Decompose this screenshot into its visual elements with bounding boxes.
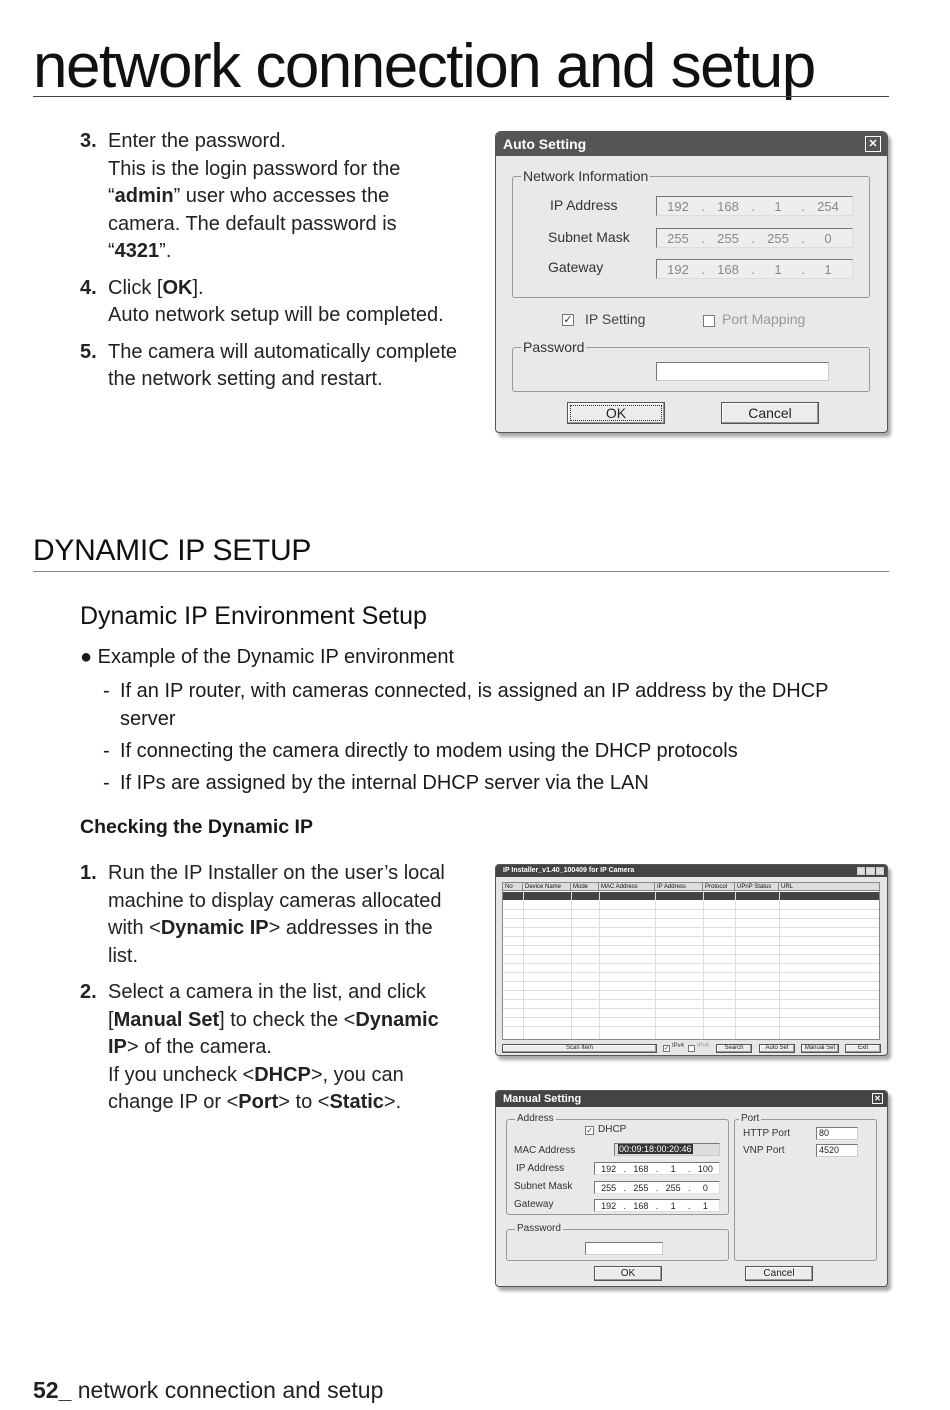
- maximize-icon[interactable]: [866, 867, 874, 875]
- steps-top: [80, 128, 480, 403]
- ip-setting-checkbox[interactable]: ✓: [563, 314, 573, 326]
- step-item: [80, 128, 480, 266]
- step-line: [108, 1007, 480, 1035]
- footer-text: network connection and setup: [71, 1377, 384, 1403]
- step-text: Run the IP Installer on the user’s local: [108, 862, 445, 884]
- grid-line: [503, 990, 879, 991]
- close-icon[interactable]: [876, 867, 884, 875]
- close-icon[interactable]: ✕: [865, 136, 881, 152]
- password-label: Password: [517, 1223, 561, 1234]
- step-text: [: [108, 1008, 114, 1031]
- column-header[interactable]: Device Name: [523, 883, 571, 891]
- step-line: [108, 156, 480, 184]
- camera-list[interactable]: [502, 882, 880, 1040]
- ip-octet: 192: [667, 198, 689, 214]
- ip-address-field[interactable]: 192 . 168 . 1 . 254: [656, 196, 853, 216]
- emphasis-text: Dynamic IP: [160, 917, 269, 939]
- page-footer: [33, 1377, 383, 1404]
- step-item: [80, 979, 480, 1117]
- bullet-item: [80, 646, 454, 669]
- step-item: [80, 860, 480, 970]
- steps-bottom: [80, 860, 480, 1126]
- cancel-button[interactable]: Cancel: [721, 402, 819, 424]
- ip-address-label: IP Address: [516, 1163, 565, 1174]
- ip-address-label: IP Address: [550, 197, 618, 213]
- step-text: Enter the password.: [108, 130, 286, 152]
- emphasis-text: Manual Set: [113, 1008, 220, 1031]
- step-text: ”.: [159, 240, 172, 262]
- ip-octet: 1: [774, 198, 782, 214]
- step-text: >, you can: [310, 1063, 404, 1086]
- step-text: camera. The default password is: [108, 212, 397, 235]
- step-text: Auto network setup will be completed.: [108, 304, 444, 326]
- port-mapping-checkbox[interactable]: [703, 315, 715, 327]
- network-information-label: Network Information: [523, 168, 649, 184]
- emphasis-text: 4321: [114, 240, 160, 262]
- manual-set-button[interactable]: Manual Set: [801, 1044, 839, 1053]
- subnet-octet: 0: [824, 230, 832, 246]
- checking-heading: Checking the Dynamic IP: [80, 816, 313, 838]
- dash-item: - If connecting the camera directly to modem using the DHCP protocols: [103, 737, 738, 765]
- step-text: > of the camera.: [126, 1036, 272, 1058]
- manual-setting-title: Manual Setting: [496, 1091, 887, 1107]
- ip-octet: 254: [817, 198, 839, 214]
- auto-set-button[interactable]: Auto Set: [759, 1044, 795, 1053]
- step-number: 2.: [80, 981, 97, 1003]
- dash-text: If connecting the camera directly to modem using the DHCP protocols: [120, 740, 738, 762]
- ip-octet: 168: [717, 198, 739, 214]
- step-text: “: [108, 185, 115, 207]
- auto-setting-dialog: [495, 131, 888, 433]
- dash-text: If an IP router, with cameras connected, is assigned an IP address by the DHCP: [120, 680, 829, 702]
- dhcp-checkbox[interactable]: ✓: [586, 1126, 593, 1135]
- dash-text-cont: server: [120, 708, 176, 730]
- step-line: [108, 339, 480, 367]
- grid-col: [703, 891, 704, 1039]
- step-text: > to <: [278, 1091, 330, 1113]
- step-text: Click [: [108, 276, 163, 299]
- address-group: [506, 1113, 729, 1215]
- step-number: 5.: [80, 340, 97, 363]
- ip-installer-window: [495, 864, 888, 1056]
- gateway-field[interactable]: 192 . 168 . 1 . 1: [594, 1199, 720, 1212]
- dash-item: - If an IP router, with cameras connected, is assigned an IP address by the DHCP server: [103, 677, 829, 733]
- ip-address-field[interactable]: 192 . 168 . 1 . 100: [594, 1162, 720, 1175]
- network-information-group: [512, 168, 870, 298]
- sub-heading: Dynamic IP Environment Setup: [80, 602, 427, 630]
- step-line: [108, 979, 480, 1007]
- subnet-mask-field[interactable]: 255 . 255 . 255 . 0: [594, 1181, 720, 1194]
- step-line: [108, 943, 480, 971]
- grid-line: [503, 999, 879, 1000]
- ip-octet: 1: [670, 1163, 676, 1174]
- step-text: ] to check the <: [219, 1008, 356, 1031]
- subnet-octet: 255: [665, 1182, 681, 1193]
- subnet-mask-field[interactable]: 255 . 255 . 255 . 0: [656, 228, 853, 248]
- step-text: ” user who accesses the: [173, 185, 390, 207]
- ipv6-checkbox[interactable]: [688, 1045, 695, 1052]
- step-text: “: [108, 240, 115, 262]
- manual-setting-dialog: [495, 1090, 888, 1287]
- ipv4-label: IPv4: [672, 1043, 685, 1049]
- dash-item: - If IPs are assigned by the internal DHCP server via the LAN: [103, 769, 649, 797]
- step-line: [108, 302, 480, 330]
- ip-octet: 192: [601, 1163, 617, 1174]
- mac-address-value: 00:09:18:00:20:46: [619, 1144, 692, 1154]
- close-icon[interactable]: ✕: [872, 1093, 883, 1104]
- password-label: Password: [523, 339, 585, 355]
- exit-button[interactable]: Exit: [845, 1044, 881, 1053]
- emphasis-text: Port: [238, 1091, 279, 1113]
- step-text: If you uncheck <: [108, 1063, 255, 1086]
- column-header[interactable]: IP Address: [655, 883, 703, 891]
- grid-line: [503, 1017, 879, 1018]
- subnet-mask-label: Subnet Mask: [514, 1181, 573, 1192]
- gateway-octet: 168: [717, 261, 739, 277]
- address-label: Address: [517, 1113, 554, 1124]
- grid-line: [503, 927, 879, 928]
- auto-setting-title: Auto Setting: [496, 132, 887, 156]
- step-number: 1.: [80, 862, 97, 884]
- dash-text: If IPs are assigned by the internal DHCP server via the LAN: [120, 772, 649, 794]
- column-header[interactable]: URL: [781, 884, 794, 890]
- emphasis-text: OK: [162, 276, 193, 299]
- password-group: [506, 1223, 729, 1261]
- http-port-label: HTTP Port: [743, 1128, 791, 1139]
- ip-octet: 168: [633, 1163, 649, 1174]
- grid-line: [503, 1008, 879, 1009]
- column-header[interactable]: No: [503, 883, 523, 891]
- grid-line: [503, 945, 879, 946]
- step-text: with <: [108, 917, 161, 939]
- ok-button[interactable]: OK: [567, 402, 665, 424]
- password-input[interactable]: [656, 362, 829, 381]
- step-line: [108, 1034, 480, 1062]
- step-text: > addresses in the: [268, 917, 433, 939]
- cancel-button[interactable]: Cancel: [745, 1266, 813, 1281]
- column-header[interactable]: MAC Address: [599, 883, 655, 891]
- password-group: [512, 339, 870, 392]
- gateway-octet: 1: [824, 261, 832, 277]
- selected-row[interactable]: [503, 892, 879, 900]
- grid-line: [503, 954, 879, 955]
- column-header[interactable]: UPnP Status: [735, 883, 779, 891]
- step-line: [108, 238, 480, 266]
- gateway-octet: 1: [774, 261, 782, 277]
- page-number: 52_: [33, 1377, 72, 1403]
- gateway-octet: 168: [633, 1200, 649, 1211]
- bullet-text: Example of the Dynamic IP environment: [97, 646, 455, 668]
- minimize-icon[interactable]: [857, 867, 865, 875]
- emphasis-text: Dynamic: [355, 1008, 439, 1031]
- port-label: Port: [741, 1113, 760, 1124]
- step-text: This is the login password for the: [108, 157, 401, 180]
- step-line: [108, 183, 480, 211]
- subnet-octet: 255: [717, 230, 739, 246]
- grid-line: [503, 1026, 879, 1027]
- port-mapping-label: Port Mapping: [722, 311, 806, 327]
- grid-line: [503, 936, 879, 937]
- ipv6-label: IPv6: [697, 1043, 710, 1049]
- password-input[interactable]: [585, 1242, 663, 1255]
- emphasis-text: IP: [108, 1036, 127, 1058]
- title-divider: [33, 96, 889, 97]
- search-button[interactable]: Search: [716, 1044, 752, 1053]
- dhcp-label: DHCP: [598, 1124, 627, 1135]
- step-line: [108, 1062, 480, 1090]
- grid-col: [655, 891, 656, 1039]
- bullet-icon: ●: [80, 646, 98, 668]
- gateway-label: Gateway: [548, 259, 604, 275]
- vnp-port-input[interactable]: 4520: [816, 1144, 858, 1157]
- step-text: list.: [108, 944, 138, 967]
- step-line: [108, 915, 480, 943]
- step-text: change IP or <: [108, 1091, 239, 1113]
- subnet-octet: 255: [667, 230, 689, 246]
- column-header[interactable]: Protocol: [703, 883, 735, 891]
- ip-setting-label: IP Setting: [585, 311, 646, 327]
- step-line: [108, 366, 480, 394]
- section-heading: DYNAMIC IP SETUP: [33, 534, 312, 567]
- subnet-mask-label: Subnet Mask: [548, 229, 630, 245]
- step-line: [108, 888, 480, 916]
- grid-line: [503, 972, 879, 973]
- step-text: the network setting and restart.: [108, 368, 383, 390]
- gateway-octet: 192: [601, 1200, 617, 1211]
- grid-col: [735, 891, 736, 1039]
- subnet-octet: 255: [601, 1182, 617, 1193]
- grid-line: [503, 918, 879, 919]
- grid-col: [599, 891, 600, 1039]
- grid-line: [503, 909, 879, 910]
- ip-octet: 100: [697, 1163, 713, 1174]
- step-line: [108, 1089, 480, 1117]
- step-line: [108, 211, 480, 239]
- step-text: Select a camera in the list, and click: [108, 981, 426, 1003]
- ok-button[interactable]: OK: [594, 1266, 662, 1281]
- grid-line: [503, 963, 879, 964]
- grid-col: [779, 891, 780, 1039]
- step-line: [108, 860, 480, 888]
- http-port-input[interactable]: 80: [816, 1127, 858, 1140]
- ipv4-checkbox[interactable]: ✓: [664, 1046, 670, 1052]
- grid-col: [523, 891, 524, 1039]
- step-text: >.: [383, 1091, 402, 1113]
- subnet-octet: 255: [633, 1182, 649, 1193]
- emphasis-text: admin: [114, 185, 174, 207]
- vnp-port-label: VNP Port: [743, 1145, 785, 1156]
- step-line: [108, 275, 480, 303]
- step-line: [108, 128, 480, 156]
- port-group: [734, 1113, 877, 1261]
- gateway-octet: 1: [702, 1200, 708, 1211]
- mac-address-field: [614, 1143, 720, 1156]
- emphasis-text: DHCP: [254, 1063, 311, 1086]
- column-header[interactable]: Mode: [571, 883, 599, 891]
- subnet-octet: 255: [767, 230, 789, 246]
- gateway-octet: 1: [670, 1200, 676, 1211]
- gateway-label: Gateway: [514, 1199, 554, 1210]
- emphasis-text: Static: [329, 1091, 384, 1113]
- step-text: ].: [192, 276, 204, 299]
- section-divider: [33, 571, 889, 572]
- step-item: [80, 339, 480, 394]
- page-title: network connection and setup: [33, 32, 815, 101]
- ip-installer-title: IP Installer_v1.40_100409 for IP Camera: [496, 865, 887, 877]
- step-number: 3.: [80, 130, 97, 152]
- step-text: machine to display cameras allocated: [108, 889, 442, 912]
- mac-address-label: MAC Address: [514, 1145, 576, 1156]
- grid-col: [571, 891, 572, 1039]
- gateway-field[interactable]: 192 . 168 . 1 . 1: [656, 259, 853, 279]
- step-number: 4.: [80, 276, 97, 299]
- grid-line: [503, 981, 879, 982]
- window-controls: [857, 867, 884, 875]
- step-text: The camera will automatically complete: [108, 340, 458, 363]
- subnet-octet: 0: [702, 1182, 708, 1193]
- gateway-octet: 192: [667, 261, 689, 277]
- step-item: [80, 275, 480, 330]
- scan-item-button[interactable]: Scan Item: [502, 1044, 657, 1053]
